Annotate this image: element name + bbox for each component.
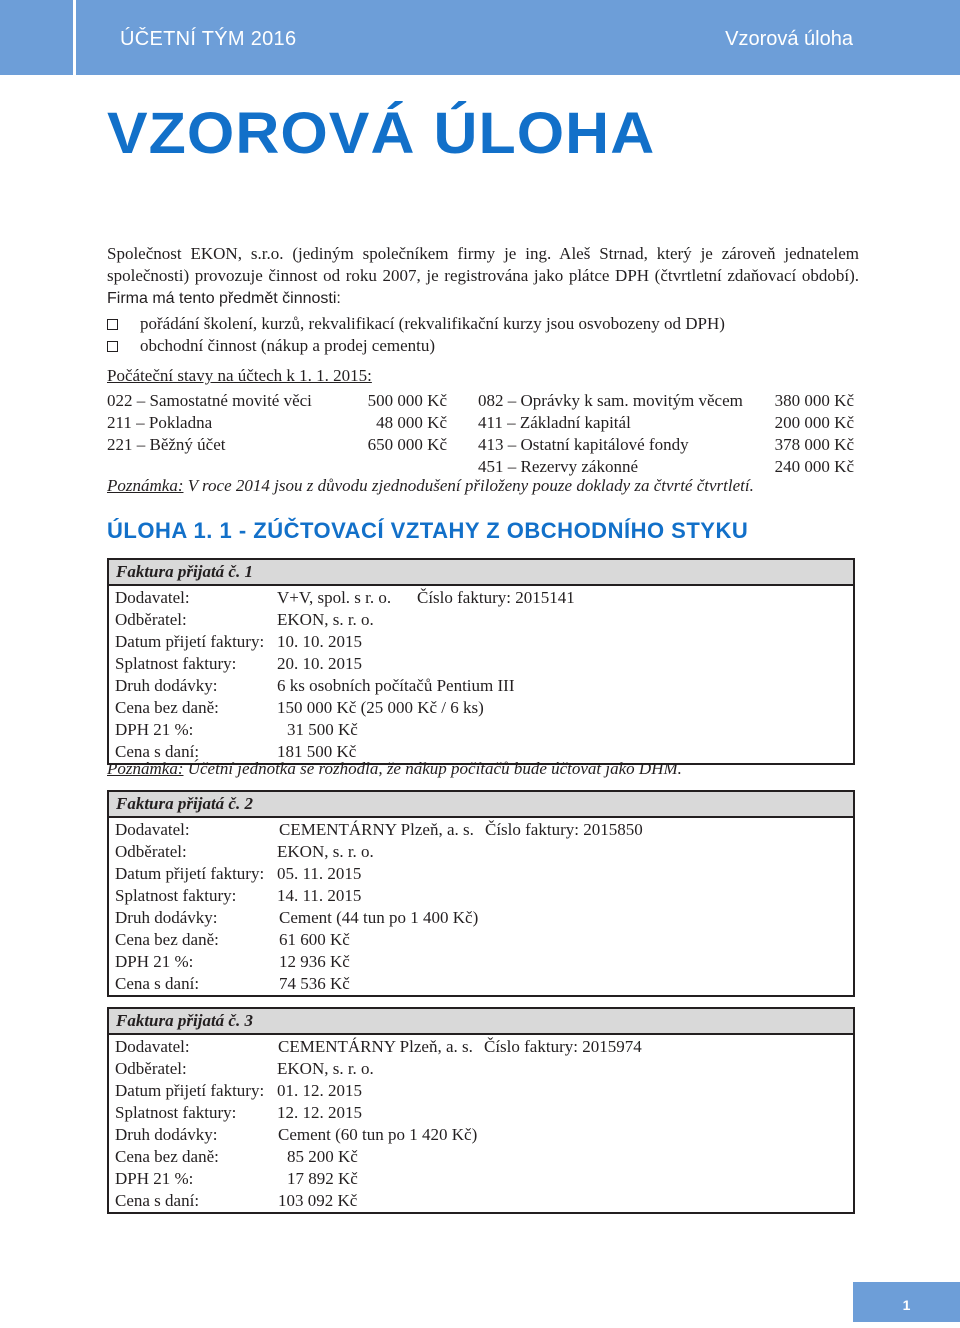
list-item-text: obchodní činnost (nákup a prodej cementu) (140, 336, 436, 355)
supplier-value: CEMENTÁRNY Plzeň, a. s. (279, 820, 474, 839)
field-label: Druh dodávky: (115, 908, 218, 927)
due-value: 14. 11. 2015 (277, 886, 362, 905)
vat-value: 12 936 Kč (279, 952, 350, 971)
field-label: Splatnost faktury: (115, 1103, 237, 1122)
account-row (478, 456, 854, 478)
field-label: Datum přijetí faktury: (115, 632, 265, 651)
supplier-row (115, 1036, 853, 1058)
received-value: 05. 11. 2015 (277, 864, 362, 883)
activity-lead: Firma má tento předmět činnosti: (107, 290, 341, 307)
received-row (115, 1080, 853, 1102)
delivery-type-row (115, 1124, 853, 1146)
supplier-value: V+V, spol. s r. o. (277, 588, 392, 607)
field-label: Druh dodávky: (115, 676, 218, 695)
section-title: ÚLOHA 1. 1 - ZÚČTOVACÍ VZTAHY Z OBCHODNÍHO STYKU (107, 518, 749, 543)
delivery-type-row (115, 675, 853, 697)
account-label: 451 – Rezervy zákonné (478, 457, 639, 476)
net-price-row (115, 1146, 853, 1168)
field-label: Cena s daní: (115, 742, 200, 761)
vat-row (115, 1168, 853, 1190)
account-row (478, 390, 854, 412)
gross-price-value: 103 092 Kč (278, 1191, 358, 1210)
field-label: Datum přijetí faktury: (115, 864, 265, 883)
field-label: Cena s daní: (115, 974, 200, 993)
customer-row (115, 609, 853, 631)
invoice-card-1 (107, 558, 855, 765)
account-amount: 378 000 Kč (774, 435, 854, 454)
account-label: 082 – Oprávky k sam. movitým věcem (478, 391, 743, 410)
account-label: 022 – Samostatné movité věci (107, 391, 312, 410)
intro-text: Společnost EKON, s.r.o. (jediným společníkem firmy je ing. Aleš Strnad, který je zároveň jednatelem společnosti) provozuje činnost od roku 2007, je registrována jako plátce DPH (čtvrtletní zdaňovací období). (107, 244, 859, 285)
field-label: Dodavatel: (115, 588, 190, 607)
field-label: Odběratel: (115, 610, 187, 629)
account-row (478, 434, 854, 456)
due-row (115, 653, 853, 675)
field-label: Druh dodávky: (115, 1125, 218, 1144)
gross-price-value: 181 500 Kč (277, 742, 357, 761)
field-label: Datum přijetí faktury: (115, 1081, 265, 1100)
header-right-title: Vzorová úloha (725, 28, 853, 50)
header-divider (73, 0, 76, 75)
note-label: Poznámka: (107, 759, 184, 778)
received-row (115, 631, 853, 653)
due-row (115, 885, 853, 907)
list-item-text: pořádání školení, kurzů, rekvalifikací (rekvalifikační kurzy jsou osvobozeny od DPH) (140, 314, 725, 333)
invoice-title: Faktura přijatá č. 1 (109, 560, 853, 586)
vat-value: 31 500 Kč (287, 720, 358, 739)
field-label: Cena s daní: (115, 1191, 200, 1210)
field-label: DPH 21 %: (115, 952, 194, 971)
account-amount: 650 000 Kč (367, 435, 447, 454)
page-title: VZOROVÁ ÚLOHA (107, 101, 656, 166)
vat-row (115, 719, 853, 741)
account-amount: 200 000 Kč (774, 413, 854, 432)
accounts-right (478, 390, 854, 478)
due-value: 20. 10. 2015 (277, 654, 362, 673)
field-label: Cena bez daně: (115, 1147, 219, 1166)
delivery-type-value: 6 ks osobních počítačů Pentium III (277, 676, 515, 695)
intro-paragraph (107, 243, 859, 310)
note-text: V roce 2014 jsou z důvodu zjednodušení přiloženy pouze doklady za čtvrté čtvrtletí. (183, 476, 754, 495)
customer-value: EKON, s. r. o. (277, 1059, 374, 1078)
supplier-row (115, 819, 853, 841)
field-label: Cena bez daně: (115, 930, 219, 949)
received-row (115, 863, 853, 885)
account-label: 221 – Běžný účet (107, 435, 226, 454)
vat-value: 17 892 Kč (287, 1169, 358, 1188)
note-label: Poznámka: (107, 476, 184, 495)
customer-row (115, 841, 853, 863)
account-amount: 48 000 Kč (376, 413, 447, 432)
invoice-body (109, 1035, 853, 1212)
list-item (107, 335, 725, 357)
field-label: DPH 21 %: (115, 1169, 194, 1188)
net-price-value: 61 600 Kč (279, 930, 350, 949)
account-row (107, 412, 447, 434)
account-label: 211 – Pokladna (107, 413, 213, 432)
received-value: 10. 10. 2015 (277, 632, 362, 651)
account-amount: 380 000 Kč (774, 391, 854, 410)
header-left-title: ÚČETNÍ TÝM 2016 (120, 28, 297, 50)
invoice-body (109, 586, 853, 763)
account-label: 413 – Ostatní kapitálové fondy (478, 435, 689, 454)
invoice-number: Číslo faktury: 2015850 (485, 820, 643, 839)
account-row (478, 412, 854, 434)
net-price-value: 85 200 Kč (287, 1147, 358, 1166)
received-value: 01. 12. 2015 (277, 1081, 362, 1100)
vat-row (115, 951, 853, 973)
field-label: Dodavatel: (115, 1037, 190, 1056)
due-value: 12. 12. 2015 (277, 1103, 362, 1122)
header-bar (0, 0, 960, 75)
invoice-title: Faktura přijatá č. 2 (109, 792, 853, 818)
invoice-card-2 (107, 790, 855, 997)
account-row (107, 390, 447, 412)
note (107, 476, 754, 496)
net-price-row (115, 929, 853, 951)
field-label: Odběratel: (115, 842, 187, 861)
activity-list (107, 313, 725, 357)
field-label: Cena bez daně: (115, 698, 219, 717)
field-label: Splatnost faktury: (115, 654, 237, 673)
net-price-value: 150 000 Kč (25 000 Kč / 6 ks) (277, 698, 484, 717)
note-text: Účetní jednotka se rozhodla, že nákup počítačů bude účtovat jako DHM. (183, 759, 682, 778)
gross-price-value: 74 536 Kč (279, 974, 350, 993)
field-label: Splatnost faktury: (115, 886, 237, 905)
invoice-number: Číslo faktury: 2015974 (484, 1037, 642, 1056)
delivery-type-value: Cement (60 tun po 1 420 Kč) (278, 1125, 478, 1144)
net-price-row (115, 697, 853, 719)
checkbox-bullet-icon (107, 341, 118, 352)
due-row (115, 1102, 853, 1124)
invoice-card-3 (107, 1007, 855, 1214)
customer-value: EKON, s. r. o. (277, 842, 374, 861)
field-label: Odběratel: (115, 1059, 187, 1078)
gross-price-row (115, 1190, 853, 1212)
customer-value: EKON, s. r. o. (277, 610, 374, 629)
delivery-type-row (115, 907, 853, 929)
opening-balances-title: Počáteční stavy na účtech k 1. 1. 2015: (107, 366, 372, 385)
invoice-body (109, 818, 853, 995)
supplier-value: CEMENTÁRNY Plzeň, a. s. (278, 1037, 473, 1056)
supplier-row (115, 587, 853, 609)
accounts-left (107, 390, 447, 456)
checkbox-bullet-icon (107, 319, 118, 330)
invoice-note (107, 759, 682, 779)
field-label: Dodavatel: (115, 820, 190, 839)
account-row (107, 434, 447, 456)
account-amount: 500 000 Kč (367, 391, 447, 410)
customer-row (115, 1058, 853, 1080)
list-item (107, 313, 725, 335)
account-label: 411 – Základní kapitál (478, 413, 631, 432)
gross-price-row (115, 973, 853, 995)
invoice-title: Faktura přijatá č. 3 (109, 1009, 853, 1035)
delivery-type-value: Cement (44 tun po 1 400 Kč) (279, 908, 479, 927)
page-number: 1 (853, 1282, 960, 1322)
account-amount: 240 000 Kč (774, 457, 854, 476)
field-label: DPH 21 %: (115, 720, 194, 739)
invoice-number: Číslo faktury: 2015141 (417, 588, 575, 607)
